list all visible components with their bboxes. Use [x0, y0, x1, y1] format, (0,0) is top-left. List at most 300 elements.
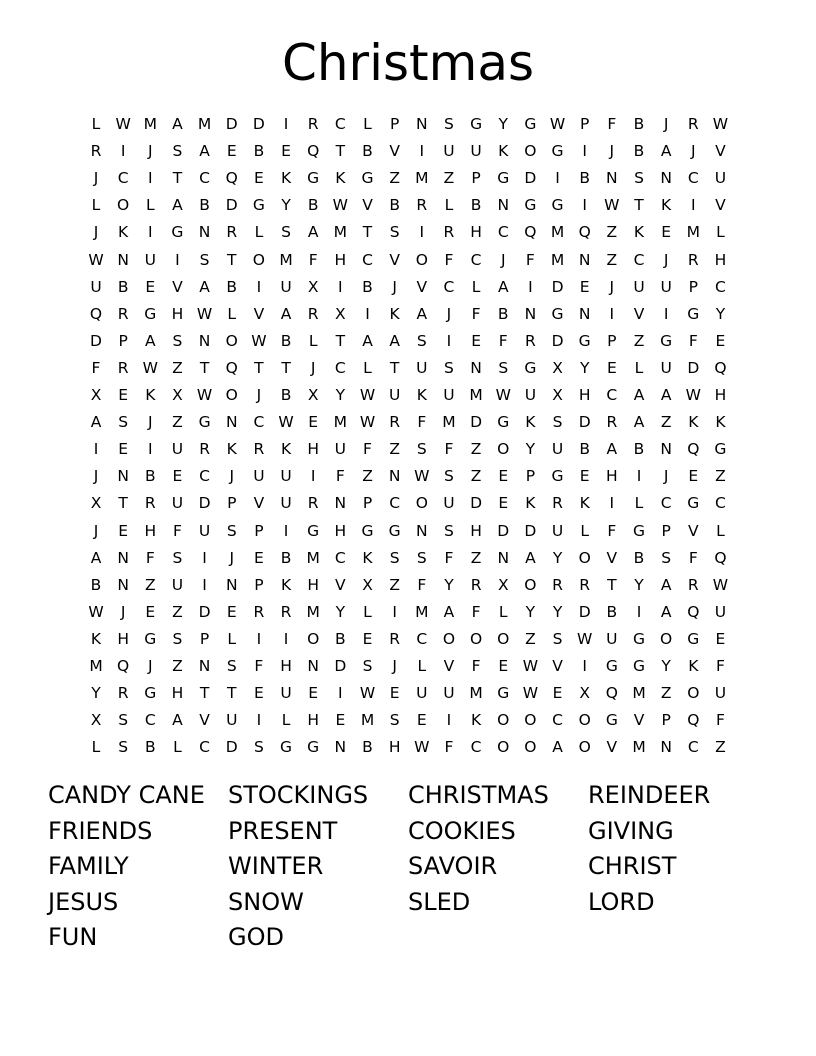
- grid-letter: O: [524, 738, 537, 757]
- grid-letter: N: [117, 575, 129, 594]
- grid-letter: G: [632, 521, 645, 540]
- grid-letter: U: [714, 684, 727, 703]
- grid-letter: N: [578, 304, 591, 323]
- word-list-item: COOKIES: [408, 816, 516, 845]
- grid-letter: E: [118, 521, 129, 540]
- grid-letter: D: [334, 657, 347, 675]
- grid-letter: U: [443, 142, 455, 161]
- grid-letter: X: [335, 304, 346, 323]
- grid-letter: M: [89, 657, 103, 675]
- grid-letter: S: [172, 331, 183, 350]
- grid-letter: F: [145, 548, 155, 567]
- grid-letter: D: [225, 196, 238, 215]
- grid-letter: D: [524, 169, 537, 188]
- grid-letter: I: [283, 521, 289, 540]
- grid-letter: U: [470, 142, 482, 161]
- grid-letter: U: [280, 467, 292, 486]
- grid-letter: M: [469, 386, 483, 404]
- grid-letter: W: [712, 575, 729, 594]
- word-list-item: FAMILY: [48, 852, 129, 881]
- grid-letter: E: [335, 711, 346, 730]
- grid-letter: E: [688, 467, 699, 486]
- grid-letter: R: [525, 331, 536, 350]
- grid-letter: A: [660, 602, 672, 621]
- grid-letter: N: [334, 738, 347, 757]
- grid-letter: J: [446, 304, 452, 323]
- grid-letter: D: [497, 521, 510, 540]
- grid-letter: W: [414, 467, 430, 486]
- grid-letter: U: [416, 684, 428, 703]
- grid-letter: T: [199, 684, 210, 703]
- grid-letter: G: [551, 196, 564, 215]
- grid-letter: I: [256, 629, 262, 648]
- grid-letter: A: [389, 331, 400, 350]
- grid-letter: B: [579, 169, 590, 188]
- grid-letter: Y: [525, 440, 536, 459]
- grid-letter: R: [389, 413, 401, 432]
- grid-letter: Y: [444, 575, 454, 594]
- word-list-item: GOD: [228, 923, 284, 952]
- grid-letter: B: [280, 548, 292, 567]
- grid-letter: F: [417, 575, 427, 594]
- grid-letter: I: [202, 548, 207, 567]
- grid-letter: G: [524, 196, 537, 215]
- grid-letter: W: [549, 115, 566, 133]
- grid-letter: O: [578, 711, 591, 730]
- grid-letter: T: [634, 196, 644, 215]
- grid-letter: S: [416, 331, 427, 350]
- grid-letter: E: [308, 413, 319, 432]
- grid-letter: P: [580, 115, 590, 133]
- grid-letter: M: [550, 223, 565, 242]
- grid-letter: V: [443, 657, 455, 675]
- grid-letter: C: [497, 223, 509, 242]
- grid-letter: M: [632, 684, 646, 703]
- grid-letter: I: [609, 304, 615, 323]
- grid-letter: R: [687, 115, 699, 133]
- grid-letter: L: [363, 358, 372, 377]
- grid-letter: K: [389, 304, 400, 323]
- grid-letter: J: [93, 467, 99, 486]
- grid-letter: V: [253, 494, 265, 513]
- grid-letter: Z: [633, 331, 645, 350]
- grid-letter: N: [470, 358, 482, 377]
- grid-letter: H: [334, 250, 347, 269]
- grid-letter: S: [634, 169, 644, 188]
- grid-letter: C: [552, 711, 563, 730]
- grid-letter: U: [443, 684, 455, 703]
- grid-letter: Q: [687, 602, 700, 621]
- grid-letter: O: [524, 711, 537, 730]
- grid-letter: N: [524, 304, 537, 323]
- grid-letter: R: [307, 115, 319, 133]
- grid-letter: S: [226, 521, 237, 540]
- grid-letter: I: [392, 602, 397, 621]
- grid-letter: B: [280, 331, 292, 350]
- grid-letter: A: [552, 738, 563, 757]
- grid-letter: M: [415, 602, 429, 621]
- grid-letter: O: [687, 684, 700, 703]
- grid-letter: Z: [172, 358, 183, 377]
- grid-letter: J: [148, 413, 153, 432]
- grid-letter: R: [226, 223, 238, 242]
- grid-letter: B: [144, 738, 156, 757]
- grid-letter: V: [633, 304, 645, 323]
- grid-letter: N: [198, 331, 211, 350]
- grid-letter: S: [172, 142, 183, 161]
- grid-letter: U: [334, 440, 347, 459]
- grid-letter: N: [415, 521, 428, 540]
- grid-letter: S: [172, 629, 183, 648]
- grid-letter: K: [416, 386, 427, 404]
- grid-letter: W: [359, 386, 376, 404]
- grid-letter: E: [145, 602, 156, 621]
- grid-letter: B: [362, 142, 373, 161]
- grid-letter: I: [582, 142, 587, 161]
- grid-letter: U: [443, 386, 455, 404]
- grid-letter: S: [253, 738, 264, 757]
- grid-letter: O: [660, 629, 673, 648]
- grid-letter: U: [90, 277, 102, 296]
- grid-letter: A: [633, 386, 645, 404]
- grid-letter: W: [522, 684, 539, 703]
- grid-letter: B: [633, 142, 645, 161]
- grid-letter: S: [226, 657, 237, 675]
- grid-letter: C: [443, 277, 455, 296]
- grid-letter: J: [500, 250, 506, 269]
- grid-letter: L: [145, 196, 155, 215]
- grid-letter: F: [444, 738, 454, 757]
- grid-letter: B: [606, 602, 618, 621]
- grid-letter: N: [388, 467, 401, 486]
- grid-letter: N: [578, 250, 591, 269]
- grid-letter: B: [389, 196, 400, 215]
- grid-letter: U: [226, 711, 238, 730]
- grid-letter: Z: [660, 684, 672, 703]
- grid-letter: N: [307, 657, 319, 675]
- grid-letter: F: [471, 602, 481, 621]
- grid-letter: G: [524, 358, 537, 377]
- grid-letter: W: [359, 413, 376, 432]
- grid-letter: E: [661, 223, 672, 242]
- grid-letter: I: [609, 494, 615, 513]
- grid-letter: V: [389, 142, 400, 161]
- grid-letter: B: [362, 738, 373, 757]
- grid-letter: R: [144, 494, 156, 513]
- grid-letter: O: [225, 386, 238, 404]
- grid-letter: K: [280, 169, 292, 188]
- grid-letter: X: [90, 386, 102, 404]
- grid-letter: A: [90, 548, 102, 567]
- grid-letter: F: [471, 657, 481, 675]
- grid-letter: M: [442, 413, 456, 432]
- grid-letter: N: [497, 196, 510, 215]
- grid-letter: L: [716, 521, 725, 540]
- grid-letter: U: [660, 277, 672, 296]
- grid-letter: B: [199, 196, 210, 215]
- grid-letter: Y: [552, 548, 563, 567]
- grid-letter: R: [117, 358, 129, 377]
- grid-letter: E: [416, 711, 427, 730]
- grid-letter: V: [389, 250, 400, 269]
- grid-letter: R: [687, 250, 699, 269]
- grid-letter: W: [251, 331, 267, 350]
- grid-letter: A: [172, 196, 183, 215]
- grid-letter: F: [308, 250, 318, 269]
- grid-letter: O: [469, 629, 483, 648]
- grid-letter: I: [636, 467, 642, 486]
- grid-letter: G: [524, 115, 537, 133]
- grid-letter: D: [90, 331, 102, 350]
- grid-letter: F: [715, 711, 725, 730]
- grid-letter: Z: [389, 575, 400, 594]
- grid-letter: P: [607, 331, 617, 350]
- grid-letter: U: [551, 521, 564, 540]
- word-list-item: SAVOIR: [408, 852, 498, 881]
- grid-letter: V: [416, 277, 428, 296]
- grid-letter: S: [199, 250, 210, 269]
- grid-letter: K: [118, 223, 129, 242]
- grid-letter: W: [414, 738, 430, 757]
- grid-letter: I: [175, 250, 180, 269]
- grid-letter: N: [117, 250, 129, 269]
- grid-letter: M: [360, 711, 375, 730]
- grid-letter: C: [633, 250, 645, 269]
- grid-letter: Y: [715, 304, 726, 323]
- grid-letter: S: [416, 440, 427, 459]
- grid-letter: Y: [281, 196, 291, 215]
- grid-letter: V: [606, 548, 618, 567]
- grid-letter: J: [229, 548, 235, 567]
- grid-letter: B: [335, 629, 346, 648]
- grid-letter: K: [661, 196, 672, 215]
- grid-letter: N: [198, 223, 211, 242]
- grid-letter: B: [633, 440, 645, 459]
- grid-letter: Y: [579, 358, 590, 377]
- grid-letter: F: [688, 548, 698, 567]
- grid-letter: N: [660, 169, 672, 188]
- grid-letter: W: [115, 115, 131, 133]
- grid-letter: Y: [335, 386, 346, 404]
- grid-letter: D: [551, 331, 564, 350]
- grid-letter: H: [280, 657, 292, 675]
- grid-letter: D: [551, 277, 564, 296]
- grid-letter: I: [148, 440, 153, 459]
- grid-letter: B: [307, 196, 319, 215]
- grid-letter: Z: [443, 169, 455, 188]
- grid-letter: E: [552, 684, 563, 703]
- grid-letter: A: [497, 277, 509, 296]
- grid-letter: G: [578, 331, 591, 350]
- grid-letter: K: [688, 657, 699, 675]
- grid-letter: Z: [389, 440, 400, 459]
- grid-letter: E: [579, 277, 590, 296]
- grid-letter: B: [362, 277, 373, 296]
- grid-letter: F: [335, 467, 345, 486]
- grid-letter: B: [633, 115, 645, 133]
- grid-letter: A: [606, 440, 618, 459]
- grid-letter: H: [307, 575, 320, 594]
- grid-letter: O: [578, 548, 591, 567]
- grid-letter: F: [363, 440, 372, 459]
- grid-letter: E: [172, 467, 183, 486]
- grid-letter: F: [525, 250, 535, 269]
- grid-letter: G: [252, 196, 265, 215]
- grid-letter: O: [117, 196, 130, 215]
- grid-letter: L: [173, 738, 182, 757]
- grid-letter: K: [525, 413, 536, 432]
- grid-letter: F: [607, 521, 617, 540]
- grid-letter: C: [470, 250, 482, 269]
- grid-letter: Z: [525, 629, 536, 648]
- grid-letter: P: [362, 494, 373, 513]
- grid-letter: C: [144, 711, 156, 730]
- grid-letter: S: [444, 358, 454, 377]
- grid-letter: H: [470, 223, 482, 242]
- grid-letter: Y: [634, 575, 644, 594]
- grid-letter: F: [471, 304, 481, 323]
- grid-letter: L: [254, 223, 264, 242]
- grid-letter: L: [308, 331, 318, 350]
- grid-letter: B: [579, 440, 590, 459]
- grid-letter: M: [469, 684, 483, 703]
- grid-letter: D: [578, 602, 591, 621]
- grid-letter: U: [280, 277, 292, 296]
- grid-letter: E: [118, 386, 129, 404]
- grid-letter: J: [392, 657, 397, 675]
- grid-letter: E: [253, 548, 264, 567]
- grid-letter: G: [198, 413, 211, 432]
- grid-letter: O: [442, 629, 456, 648]
- grid-letter: G: [632, 629, 645, 648]
- grid-letter: G: [280, 738, 293, 757]
- grid-letter: I: [338, 684, 343, 703]
- grid-letter: S: [389, 548, 400, 567]
- grid-letter: H: [388, 738, 401, 757]
- grid-letter: P: [471, 169, 481, 188]
- grid-letter: N: [334, 494, 347, 513]
- grid-letter: E: [498, 467, 509, 486]
- grid-letter: N: [198, 657, 211, 675]
- grid-letter: Z: [172, 657, 183, 675]
- grid-letter: W: [88, 250, 104, 269]
- grid-letter: R: [199, 440, 210, 459]
- grid-letter: W: [577, 629, 593, 648]
- grid-letter: X: [497, 575, 509, 594]
- grid-letter: H: [307, 440, 320, 459]
- grid-letter: I: [582, 657, 587, 675]
- grid-letter: U: [551, 440, 564, 459]
- grid-letter: M: [333, 223, 348, 242]
- grid-letter: X: [90, 494, 102, 513]
- grid-letter: H: [578, 386, 591, 404]
- grid-letter: C: [389, 494, 401, 513]
- grid-letter: O: [497, 738, 510, 757]
- grid-letter: A: [660, 386, 672, 404]
- grid-letter: G: [497, 413, 510, 432]
- grid-letter: L: [281, 711, 291, 730]
- grid-letter: F: [688, 331, 698, 350]
- page-title: Christmas: [281, 34, 535, 92]
- grid-letter: I: [283, 629, 289, 648]
- grid-letter: T: [227, 684, 237, 703]
- grid-letter: J: [93, 169, 99, 188]
- grid-letter: U: [714, 169, 727, 188]
- grid-letter: Z: [389, 169, 400, 188]
- grid-letter: N: [660, 440, 672, 459]
- grid-letter: K: [280, 575, 292, 594]
- grid-letter: S: [661, 548, 672, 567]
- grid-letter: Q: [225, 358, 238, 377]
- grid-letter: L: [227, 304, 237, 323]
- grid-letter: I: [446, 331, 452, 350]
- grid-letter: E: [281, 142, 291, 161]
- grid-letter: R: [253, 440, 265, 459]
- grid-letter: B: [144, 467, 156, 486]
- grid-letter: H: [117, 629, 129, 648]
- grid-letter: L: [363, 115, 372, 133]
- grid-letter: A: [443, 602, 455, 621]
- grid-letter: K: [280, 440, 292, 459]
- grid-letter: G: [144, 684, 157, 703]
- grid-letter: U: [280, 494, 292, 513]
- grid-letter: D: [225, 738, 238, 757]
- grid-letter: H: [714, 250, 727, 269]
- grid-letter: S: [362, 657, 373, 675]
- grid-letter: A: [199, 277, 210, 296]
- grid-letter: V: [199, 711, 210, 730]
- grid-letter: I: [419, 142, 425, 161]
- word-list-item: REINDEER: [588, 781, 711, 809]
- grid-letter: N: [117, 467, 129, 486]
- grid-letter: Z: [362, 467, 373, 486]
- grid-letter: P: [199, 629, 210, 648]
- grid-letter: A: [90, 413, 102, 432]
- grid-letter: A: [280, 304, 292, 323]
- grid-letter: S: [444, 115, 454, 133]
- grid-letter: R: [253, 602, 265, 621]
- grid-letter: I: [419, 223, 425, 242]
- grid-letter: C: [687, 738, 699, 757]
- grid-letter: W: [522, 657, 539, 675]
- grid-letter: T: [362, 223, 373, 242]
- grid-letter: Y: [525, 602, 536, 621]
- grid-letter: X: [552, 358, 563, 377]
- grid-letter: G: [687, 629, 700, 648]
- grid-letter: G: [307, 738, 320, 757]
- word-list: [48, 778, 768, 956]
- word-list-item: SNOW: [228, 887, 304, 916]
- grid-letter: A: [660, 575, 672, 594]
- grid-letter: X: [172, 386, 183, 404]
- grid-letter: B: [226, 277, 238, 296]
- grid-letter: B: [633, 548, 645, 567]
- grid-letter: H: [470, 521, 482, 540]
- grid-letter: H: [171, 304, 184, 323]
- grid-letter: K: [471, 711, 482, 730]
- grid-letter: C: [334, 548, 346, 567]
- grid-letter: E: [715, 331, 726, 350]
- grid-letter: G: [605, 711, 618, 730]
- grid-letter: G: [551, 467, 564, 486]
- grid-letter: U: [524, 386, 537, 404]
- grid-letter: K: [498, 142, 509, 161]
- grid-letter: O: [578, 738, 591, 757]
- grid-letter: Q: [307, 142, 320, 161]
- grid-letter: U: [633, 277, 645, 296]
- grid-letter: L: [498, 602, 508, 621]
- grid-letter: Q: [714, 548, 727, 567]
